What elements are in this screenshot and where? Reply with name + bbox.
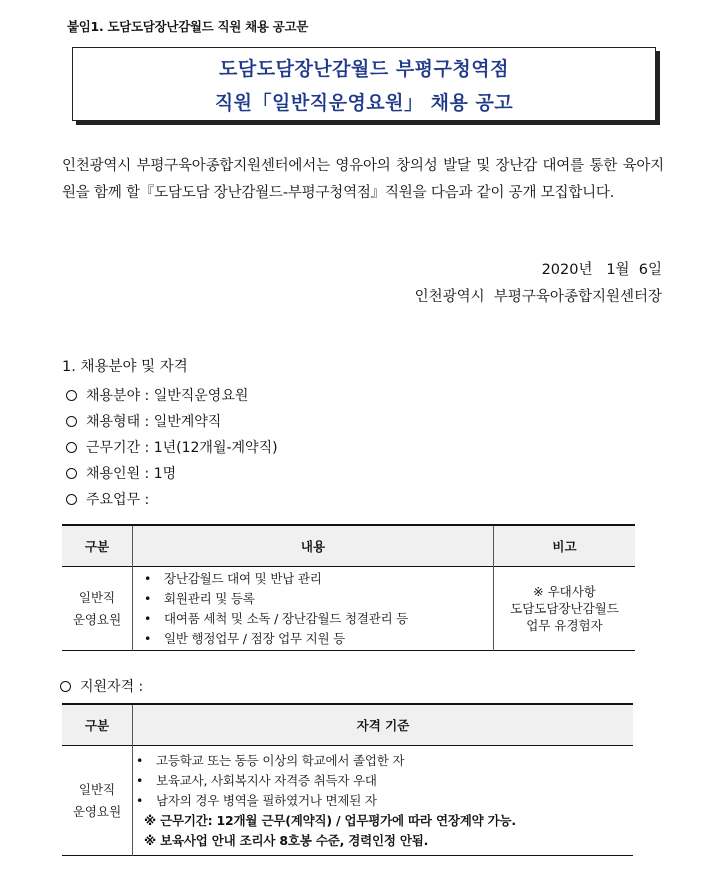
bullet-icon: • bbox=[136, 752, 144, 768]
table1-header-content: 내용 bbox=[133, 525, 494, 567]
title-line-1: 도담도담장난감월드 부평구청역점 bbox=[219, 57, 509, 80]
duty-item bbox=[144, 629, 492, 649]
bullet-icon: • bbox=[136, 772, 144, 788]
table1-note bbox=[494, 567, 636, 651]
table1-header-category: 구분 bbox=[62, 525, 133, 567]
note-line: 업무 유경험자 bbox=[526, 618, 603, 633]
criteria-text: 고등학교 또는 동등 이상의 학교에서 졸업한 자 bbox=[156, 752, 405, 768]
bullet-icon: • bbox=[136, 792, 144, 808]
section-2-text: 지원자격 : bbox=[80, 679, 144, 695]
duty-item bbox=[144, 589, 492, 609]
criteria-text: 보육교사, 사회복지사 자격증 취득자 우대 bbox=[156, 772, 377, 788]
duty-text: 회원관리 및 등록 bbox=[164, 590, 255, 606]
table2-criteria bbox=[133, 746, 634, 856]
circle-bullet-icon bbox=[66, 442, 77, 453]
section-1-title: 1. 채용분야 및 자격 bbox=[62, 359, 188, 375]
table1-header-note: 비고 bbox=[494, 525, 636, 567]
note-line: 도담도담장난감월드 bbox=[510, 601, 619, 616]
intro-paragraph: 인천광역시 부평구육아종합지원센터에서는 영유아의 창의성 발달 및 장난감 대여를 통한 육아지원을 함께 할『도담도담 장난감월드-부평구청역점』직원을 다음과 같이 공개 모집합니다. bbox=[62, 158, 664, 201]
criteria-item bbox=[136, 791, 632, 811]
category-line: 일반직 bbox=[78, 589, 116, 605]
duty-text: 장난감월드 대여 및 반납 관리 bbox=[164, 570, 322, 586]
circle-bullet-icon bbox=[66, 390, 77, 401]
criteria-note: ※ 보육사업 안내 조리사 8호봉 수준, 경력인정 안됨. bbox=[144, 832, 429, 848]
qualifications-table bbox=[62, 703, 633, 856]
table1-duties bbox=[133, 567, 494, 651]
note-line: ※ 우대사항 bbox=[533, 584, 596, 599]
duty-text: 대여품 세척 및 소독 / 장난감월드 청결관리 등 bbox=[164, 610, 409, 626]
item-text: 근무기간 : 1년(12개월-계약직) bbox=[86, 440, 278, 456]
category-line: 운영요원 bbox=[72, 611, 122, 627]
category-line: 운영요원 bbox=[72, 803, 122, 819]
category-line: 일반직 bbox=[78, 781, 116, 797]
section-2-title bbox=[60, 676, 143, 696]
bullet-icon: • bbox=[144, 630, 152, 646]
organization-name: 인천광역시 부평구육아종합지원센터장 bbox=[414, 289, 662, 305]
table2-header-category: 구분 bbox=[62, 704, 133, 746]
announcement-date: 2020년 1월 6일 bbox=[541, 262, 662, 278]
duty-item bbox=[144, 609, 492, 629]
duty-text: 일반 행정업무 / 점장 업무 지원 등 bbox=[164, 630, 346, 646]
circle-bullet-icon bbox=[60, 681, 71, 692]
duty-item bbox=[144, 569, 492, 589]
bullet-icon: • bbox=[144, 610, 152, 626]
item-headcount bbox=[66, 463, 176, 483]
table2-category bbox=[62, 746, 133, 856]
item-text: 채용형태 : 일반계약직 bbox=[86, 414, 222, 430]
item-text: 채용분야 : 일반직운영요원 bbox=[86, 388, 249, 404]
bullet-icon: • bbox=[144, 570, 152, 586]
title-line-2: 직원「일반직운영요원」 채용 공고 bbox=[214, 91, 514, 114]
table1-category bbox=[62, 567, 133, 651]
item-text: 채용인원 : 1명 bbox=[86, 466, 177, 482]
item-text: 주요업무 : bbox=[86, 492, 150, 508]
duties-table bbox=[62, 524, 635, 651]
item-field bbox=[66, 385, 248, 405]
criteria-item bbox=[136, 771, 632, 791]
circle-bullet-icon bbox=[66, 494, 77, 505]
item-period bbox=[66, 437, 278, 457]
criteria-note: ※ 근무기간: 12개월 근무(계약직) / 업무평가에 따라 연장계약 가능. bbox=[144, 812, 516, 828]
attachment-label: 붙임1. 도담도담장난감월드 직원 채용 공고문 bbox=[67, 19, 309, 34]
circle-bullet-icon bbox=[66, 468, 77, 479]
bullet-icon: • bbox=[144, 590, 152, 606]
criteria-text: 남자의 경우 병역을 필하였거나 면제된 자 bbox=[156, 792, 377, 808]
item-type bbox=[66, 411, 221, 431]
item-duties bbox=[66, 489, 149, 509]
table2-header-criteria: 자격 기준 bbox=[133, 704, 634, 746]
title-box bbox=[72, 47, 656, 121]
circle-bullet-icon bbox=[66, 416, 77, 427]
criteria-item bbox=[136, 751, 632, 771]
